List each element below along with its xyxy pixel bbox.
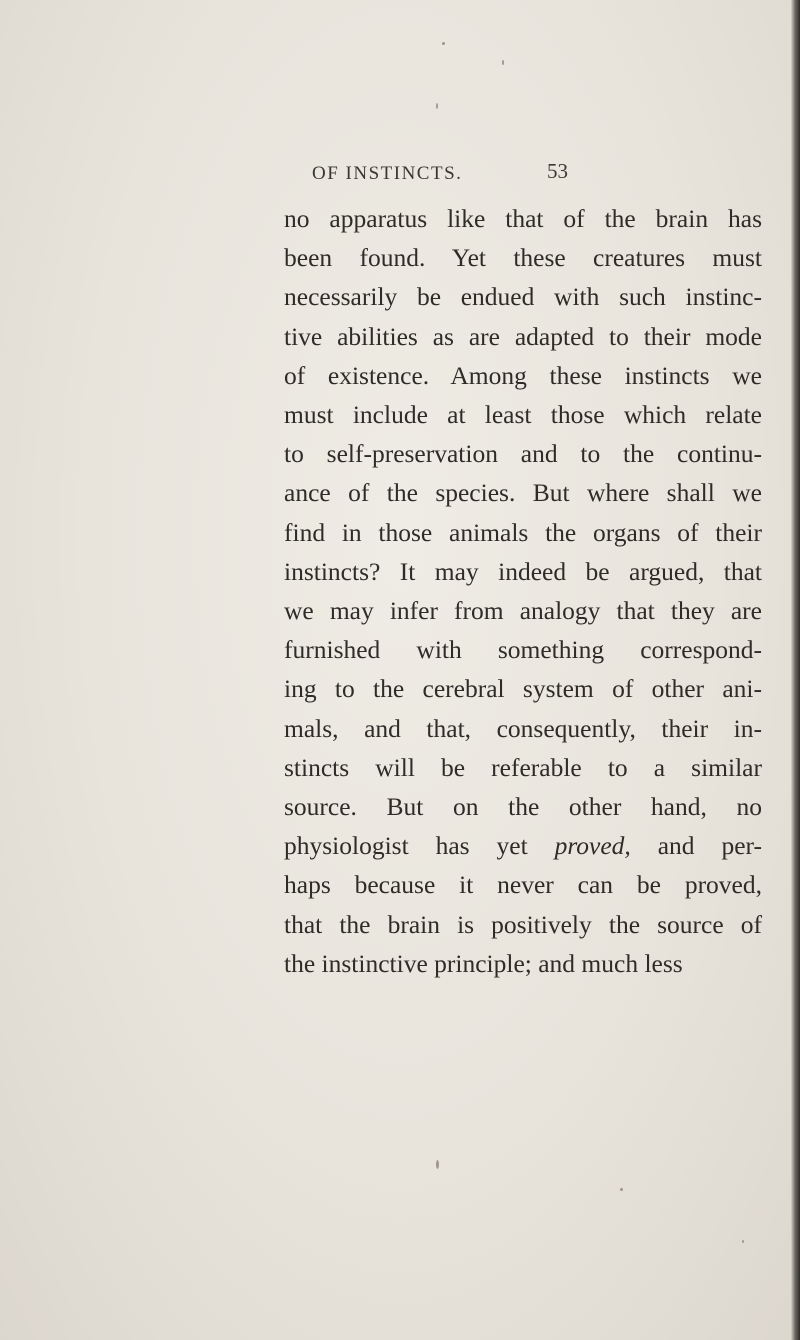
- running-title: OF INSTINCTS.: [312, 163, 463, 184]
- page-number: 53: [547, 159, 568, 183]
- text-line: haps because it never can be proved,: [284, 870, 762, 900]
- text-line: the instinctive principle; and much less: [284, 948, 683, 978]
- text-line: source. But on the other hand, no: [284, 792, 762, 822]
- paper-speck: [502, 60, 504, 65]
- paper-speck: [442, 42, 445, 45]
- paper-speck: [436, 103, 438, 109]
- text-line: ing to the cerebral system of other ani-: [284, 674, 762, 704]
- text-line: stincts will be referable to a similar: [284, 752, 762, 782]
- text-line: instincts? It may indeed be argued, that: [284, 556, 762, 586]
- body-text: [284, 199, 762, 983]
- page-edge-shadow: [791, 0, 800, 1340]
- text-line: [284, 826, 762, 865]
- paper-speck: [620, 1188, 623, 1191]
- running-head: [312, 159, 592, 193]
- text-segment: physiologist has yet: [284, 831, 555, 861]
- text-line: find in those animals the organs of their: [284, 517, 762, 547]
- text-line: to self-preservation and to the continu-: [284, 439, 762, 469]
- emphasis-word: proved,: [554, 831, 631, 861]
- text-line: tive abilities as are adapted to their mode: [284, 321, 762, 351]
- text-line: mals, and that, consequently, their in-: [284, 713, 762, 743]
- text-line: of existence. Among these instincts we: [284, 360, 762, 390]
- text-line: must include at least those which relate: [284, 400, 762, 430]
- paper-speck: [436, 1160, 439, 1169]
- text-segment: and per-: [657, 831, 763, 861]
- text-line: furnished with something correspond-: [284, 635, 762, 665]
- paper-speck: [742, 1240, 744, 1243]
- text-line: necessarily be endued with such instinc-: [284, 282, 762, 312]
- text-line: that the brain is positively the source of: [284, 909, 762, 939]
- text-line: we may infer from analogy that they are: [284, 596, 762, 626]
- text-line: been found. Yet these creatures must: [284, 243, 762, 273]
- text-line: ance of the species. But where shall we: [284, 478, 762, 508]
- text-line: no apparatus like that of the brain has: [284, 204, 762, 233]
